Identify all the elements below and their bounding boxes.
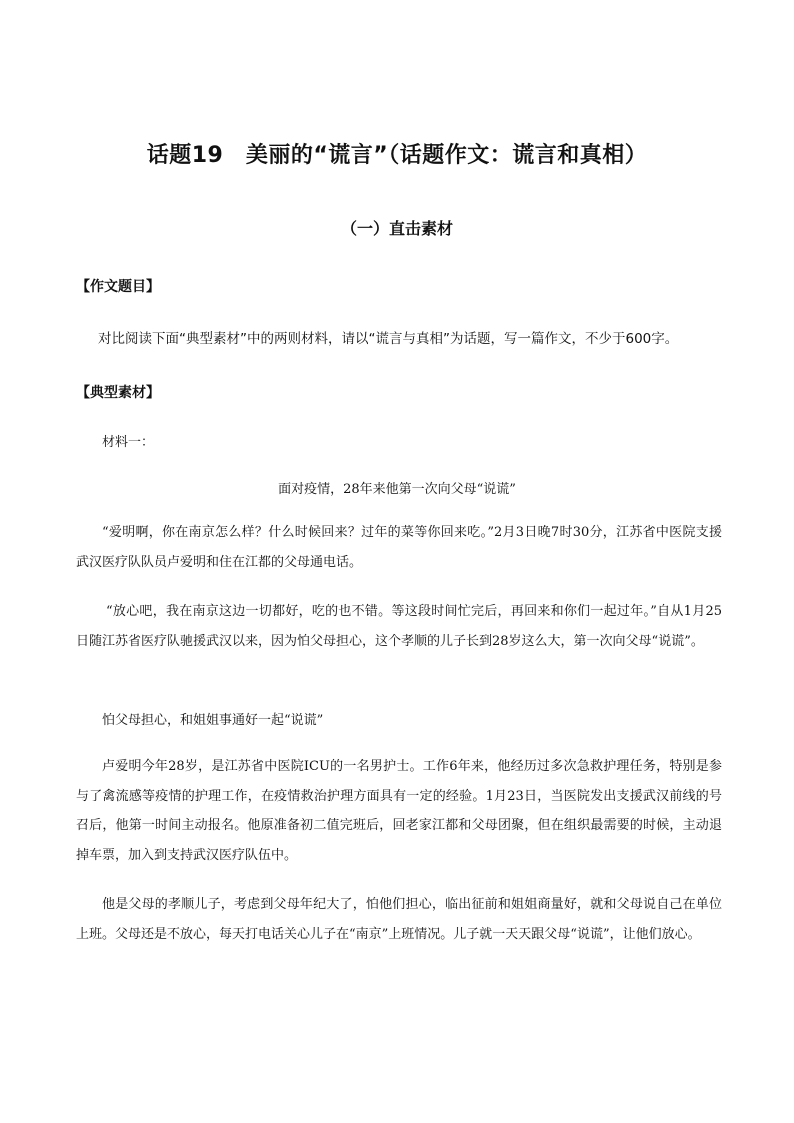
section-label-material: 【典型素材】	[76, 385, 160, 401]
paragraph-5: 他是父母的孝顺儿子，考虑到父母年纪大了，怕他们担心，临出征前和姐姐商量好，就和父母说自己在单位上班。父母还是不放心，每天打电话关心儿子在“南京”上班情况。儿子就一天天跟父母“说谎”，让他们放心。	[76, 897, 722, 942]
essay-prompt: 对比阅读下面“典型素材”中的两则材料，请以“谎言与真相”为话题，写一篇作文，不少于600字。	[98, 331, 679, 347]
paragraph-4: 卢爱明今年28岁，是江苏省中医院ICU的一名男护士。工作6年来，他经历过多次急救护理任务，特别是参与了禽流感等疫情的护理工作，在疫情救治护理方面具有一定的经验。1月23日，当医院发出支援武汉前线的号召后，他第一时间主动报名。他原准备初二值完班后，回老家江都和父母团聚，但在组织最需要的时候，主动退掉车票，加入到支持武汉医疗队伍中。	[76, 759, 722, 863]
material-label: 材料一：	[102, 435, 155, 450]
section-subtitle: （一）直击素材	[340, 219, 453, 238]
paragraph-3: 怕父母担心，和姐姐事通好一起“说谎”	[102, 713, 324, 728]
page-title: 话题19 美丽的“谎言”（话题作文：谎言和真相）	[146, 143, 648, 168]
paragraph-2: “放心吧，我在南京这边一切都好，吃的也不错。等这段时间忙完后，再回来和你们一起过年。”自从1月25日随江苏省医疗队驰援武汉以来，因为怕父母担心，这个孝顺的儿子长到28岁这么大，第一次向父母“说谎”。	[76, 604, 722, 649]
material-title: 面对疫情，28年来他第一次向父母“说谎”	[278, 482, 516, 497]
section-label-prompt: 【作文题目】	[76, 279, 160, 295]
paragraph-1: “爱明啊，你在南京怎么样？什么时候回来？过年的菜等你回来吃。”2月3日晚7时30分，江苏省中医院支援武汉医疗队队员卢爱明和住在江都的父母通电话。	[76, 525, 722, 570]
